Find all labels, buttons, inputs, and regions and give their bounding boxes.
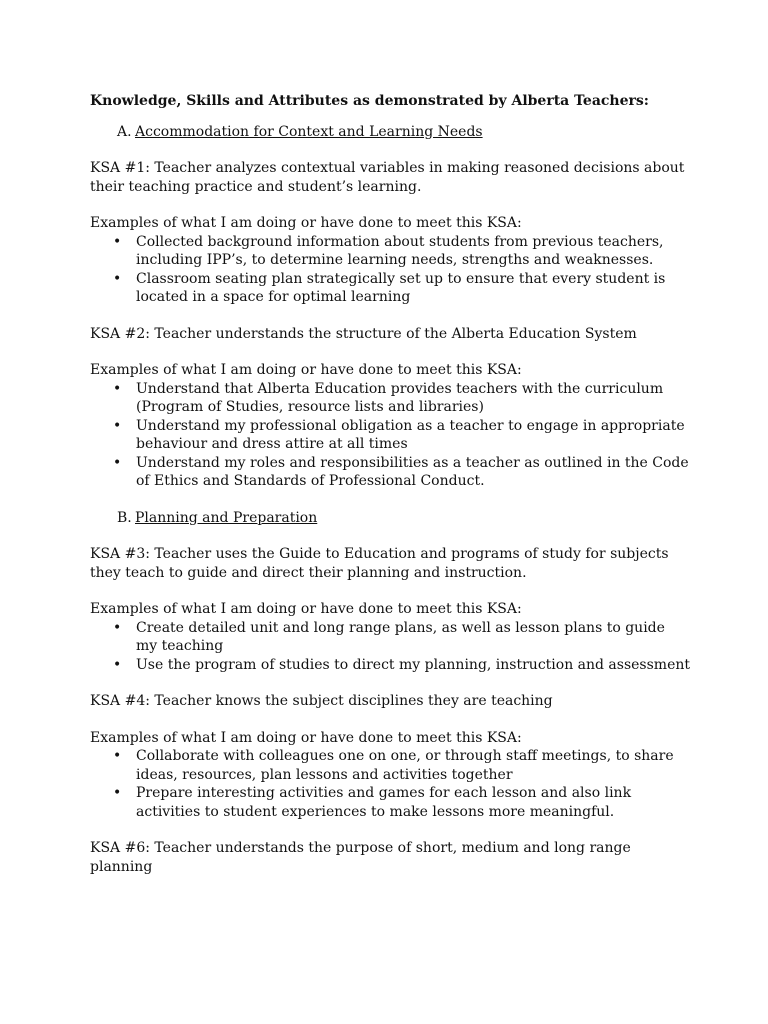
bullet-icon: •: [113, 417, 122, 434]
ksa-2-statement: KSA #2: Teacher understands the structure of the Alberta Education System: [90, 325, 637, 342]
list-item: • Understand that Alberta Education provides teachers with the curriculum (Program of Studies, resource lists and libraries): [113, 380, 664, 415]
bullet-icon: •: [113, 619, 122, 636]
list-item: • Collected background information about students from previous teachers, including IPP’s, to determine learning needs, strengths and weaknesses.: [113, 233, 664, 268]
list-item: • Understand my roles and responsibilities as a teacher as outlined in the Code of Ethics and Standards of Professional Conduct.: [113, 454, 689, 489]
ksa-6-statement: KSA #6: Teacher understands the purpose of short, medium and long range planning: [90, 840, 631, 875]
bullet-icon: •: [113, 270, 122, 287]
ksa-2-examples: [90, 380, 690, 491]
section-letter: B.: [117, 509, 132, 526]
examples-label: Examples of what I am doing or have done to meet this KSA:: [90, 729, 522, 746]
ksa-4-examples: [90, 747, 690, 821]
bullet-icon: •: [113, 748, 122, 764]
bullet-icon: •: [113, 656, 122, 673]
document-page: [90, 92, 690, 894]
bullet-icon: •: [113, 380, 122, 397]
examples-label: Examples of what I am doing or have done to meet this KSA:: [90, 601, 522, 617]
examples-label: Examples of what I am doing or have done to meet this KSA:: [90, 362, 522, 378]
section-title: Accommodation for Context and Learning Needs: [135, 123, 483, 140]
bullet-icon: •: [113, 233, 122, 250]
ksa-1-statement: KSA #1: Teacher analyzes contextual variables in making reasoned decisions about their teaching practice and student’s learning.: [90, 160, 685, 195]
bullet-icon: •: [113, 454, 122, 471]
ksa-3-statement: KSA #3: Teacher uses the Guide to Education and programs of study for subjects they teach to guide and direct their planning and instruction.: [90, 546, 669, 581]
list-item: • Understand my professional obligation as a teacher to engage in appropriate behaviour and dress attire at all times: [113, 417, 685, 452]
section-b-heading: [90, 509, 690, 528]
document-title: Knowledge, Skills and Attributes as demonstrated by Alberta Teachers:: [90, 93, 649, 109]
section-a-heading: [90, 123, 690, 142]
ksa-3-examples: [90, 619, 690, 675]
section-letter: A.: [117, 123, 132, 140]
bullet-icon: •: [113, 785, 122, 801]
list-item: • Classroom seating plan strategically set up to ensure that every student is located in a space for optimal learning: [113, 270, 666, 305]
ksa-4-statement: KSA #4: Teacher knows the subject disciplines they are teaching: [90, 693, 553, 709]
list-item: • Create detailed unit and long range plans, as well as lesson plans to guide my teaching: [113, 619, 665, 654]
section-title: Planning and Preparation: [135, 509, 318, 526]
ksa-1-examples: [90, 233, 690, 307]
list-item: • Prepare interesting activities and games for each lesson and also link activities to student experiences to make lessons more meaningful.: [113, 785, 632, 820]
list-item: • Use the program of studies to direct my planning, instruction and assessment: [113, 656, 691, 673]
list-item: • Collaborate with colleagues one on one, or through staff meetings, to share ideas, resources, plan lessons and activities together: [113, 748, 674, 783]
examples-label: Examples of what I am doing or have done to meet this KSA:: [90, 215, 522, 231]
